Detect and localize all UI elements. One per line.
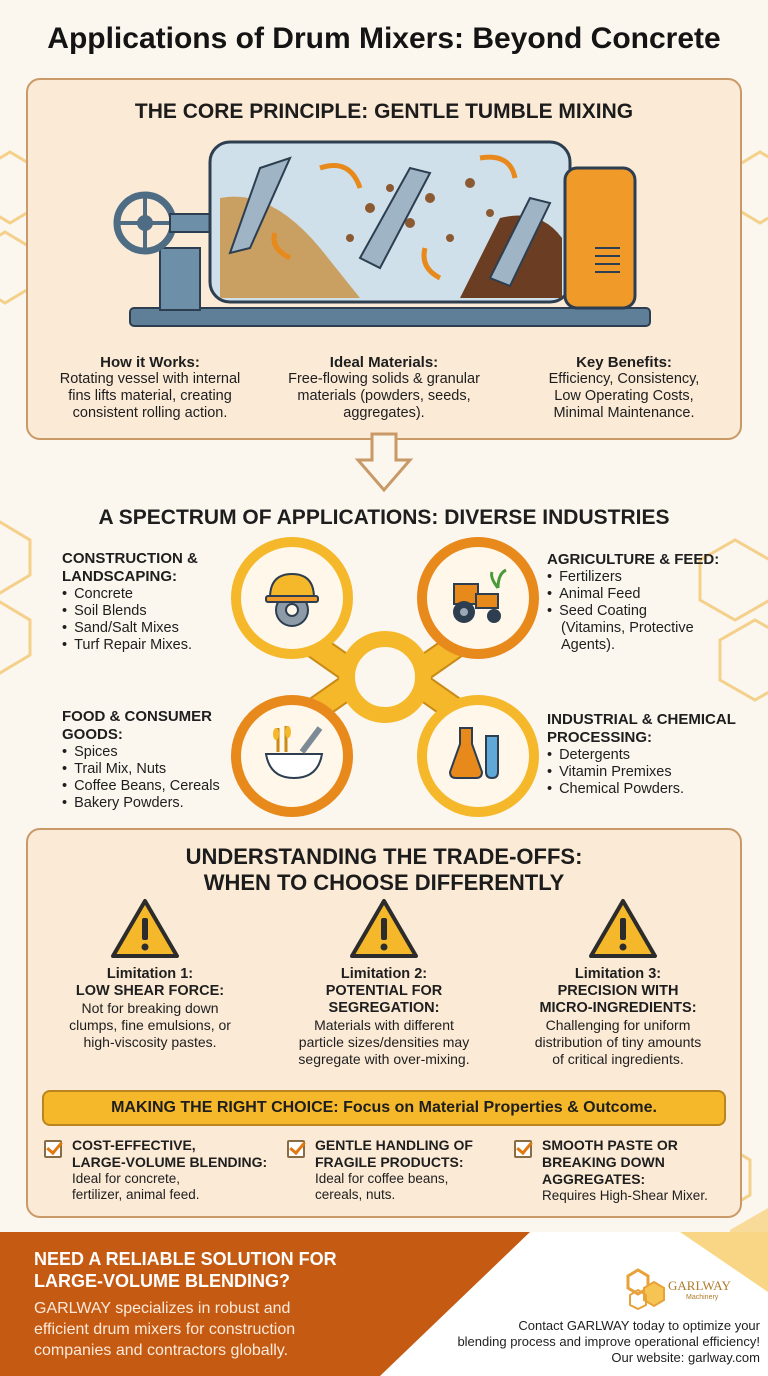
limitation-2-heading-2: SEGREGATION: [328, 1000, 440, 1016]
ideal-materials-text-1: Free-flowing solids & granular [288, 371, 480, 387]
choice-item-3 [542, 1137, 738, 1204]
food-heading-2: GOODS: [62, 726, 123, 743]
construction-heading-2: LANDSCAPING: [62, 568, 177, 585]
agriculture-heading: AGRICULTURE & FEED: [547, 551, 720, 568]
spectrum-title: A SPECTRUM OF APPLICATIONS: DIVERSE INDUSTRIES [98, 506, 670, 529]
page-title: Applications of Drum Mixers: Beyond Concrete [47, 22, 721, 55]
limitation-3-heading-2: MICRO-INGREDIENTS: [539, 1000, 697, 1016]
checkbox-icon [514, 1140, 532, 1158]
core-principle-title: THE CORE PRINCIPLE: GENTLE TUMBLE MIXING [134, 100, 634, 123]
cta-contact-1: Contact GARLWAY today to optimize your [518, 1318, 760, 1333]
how-it-works-text-2: fins lifts material, creating [68, 388, 232, 404]
industrial-heading-1: INDUSTRIAL & CHEMICAL [547, 711, 736, 728]
cta-contact [400, 1318, 760, 1366]
hardhat-gear-icon [262, 568, 322, 628]
choice-1-heading-1: COST-EFFECTIVE, [72, 1137, 196, 1153]
tradeoffs-title-1: UNDERSTANDING THE TRADE-OFFS: [185, 844, 583, 869]
list-item: • Bakery Powders. [62, 795, 242, 812]
ideal-materials-text-3: aggregates). [343, 405, 425, 421]
industrial-heading-2: PROCESSING: [547, 729, 653, 746]
limitation-2-text-2: particle sizes/densities may [298, 1034, 470, 1050]
limitation-2-label: Limitation 2: [340, 966, 428, 982]
key-benefits-text-2: Low Operating Costs, [554, 388, 694, 404]
list-item: • Soil Blends [62, 603, 242, 620]
limitation-1-heading: LOW SHEAR FORCE: [75, 983, 225, 999]
ideal-materials-column [270, 354, 498, 422]
garlway-logo-name: GARLWAY [668, 1278, 731, 1293]
how-it-works-heading: How it Works: [100, 354, 200, 371]
mortar-wheat-icon [262, 722, 326, 784]
limitation-3-text-3: of critical ingredients. [552, 1051, 684, 1067]
list-item: • Fertilizers [547, 569, 757, 586]
limitation-2-text-3: segregate with over-mixing. [298, 1051, 470, 1067]
choice-3-heading-2: BREAKING DOWN [542, 1154, 665, 1170]
limitation-3-heading-1: PRECISION WITH [557, 983, 679, 999]
key-benefits-heading: Key Benefits: [576, 354, 672, 371]
list-item: • Animal Feed [547, 586, 757, 603]
list-item: • Chemical Powders. [547, 781, 762, 798]
warning-icon [588, 898, 658, 960]
making-right-choice-banner: MAKING THE RIGHT CHOICE: Focus on Material Properties & Outcome. [42, 1090, 726, 1126]
limitation-3-label: Limitation 3: [574, 966, 662, 982]
cta-body-1: GARLWAY specializes in robust and [34, 1300, 291, 1317]
checkbox-icon [287, 1140, 305, 1158]
drum-mixer-illustration [110, 128, 670, 350]
limitation-1-text-3: high-viscosity pastes. [83, 1034, 217, 1050]
checkbox-icon [44, 1140, 62, 1158]
choice-2-text-2: cereals, nuts. [315, 1187, 396, 1202]
choice-2-heading-1: GENTLE HANDLING OF [315, 1137, 473, 1153]
list-item: • Seed Coating [547, 603, 757, 620]
choice-3-heading-3: AGGREGATES: [542, 1171, 646, 1187]
limitation-2-text-1: Materials with different [314, 1017, 454, 1033]
food-heading-1: FOOD & CONSUMER [62, 708, 212, 725]
limitation-3 [508, 966, 728, 1068]
construction-category [62, 550, 242, 654]
choice-item-2 [315, 1137, 505, 1203]
list-item: • Trail Mix, Nuts [62, 761, 242, 778]
warning-icon [110, 898, 180, 960]
list-item: • Vitamin Premixes [547, 764, 762, 781]
choice-1-heading-2: LARGE-VOLUME BLENDING: [72, 1154, 268, 1170]
choice-2-text-1: Ideal for coffee beans, [315, 1171, 449, 1186]
list-item: (Vitamins, Protective [561, 620, 694, 636]
limitation-2 [274, 966, 494, 1068]
list-item: Agents). [561, 637, 615, 653]
limitation-2-heading-1: POTENTIAL FOR [325, 983, 443, 999]
limitation-1-label: Limitation 1: [106, 966, 194, 982]
list-item: • Sand/Salt Mixes [62, 620, 242, 637]
how-it-works-text-3: consistent rolling action. [72, 405, 228, 421]
key-benefits-column [516, 354, 732, 422]
cta-website-link[interactable]: Our website: garlway.com [611, 1350, 760, 1365]
choice-item-1 [72, 1137, 282, 1203]
choice-2-heading-2: FRAGILE PRODUCTS: [315, 1154, 464, 1170]
garlway-logo-icon [626, 1268, 666, 1310]
limitation-1 [40, 966, 260, 1051]
how-it-works-text-1: Rotating vessel with internal [59, 371, 241, 387]
construction-heading-1: CONSTRUCTION & [62, 550, 198, 567]
warning-icon [349, 898, 419, 960]
tractor-icon [446, 566, 510, 626]
choice-3-text-1: Requires High-Shear Mixer. [542, 1188, 708, 1203]
cta-body [34, 1298, 394, 1361]
industrial-category [547, 711, 762, 798]
how-it-works-column [40, 354, 260, 422]
choice-1-text-1: Ideal for concrete, [72, 1171, 181, 1186]
limitation-3-text-2: distribution of tiny amounts [534, 1034, 702, 1050]
limitation-1-text-1: Not for breaking down [81, 1000, 219, 1016]
cta-headline [34, 1248, 414, 1292]
food-category [62, 708, 242, 812]
down-arrow-icon [354, 432, 414, 494]
list-item: • Spices [62, 744, 242, 761]
list-item: • Detergents [547, 747, 762, 764]
ideal-materials-text-2: materials (powders, seeds, [297, 388, 471, 404]
cta-body-2: efficient drum mixers for construction [34, 1321, 296, 1338]
garlway-logo-subtitle: Machinery [686, 1294, 719, 1301]
choice-1-text-2: fertilizer, animal feed. [72, 1187, 200, 1202]
list-item: • Concrete [62, 586, 242, 603]
cta-body-3: companies and contractors globally. [34, 1342, 289, 1359]
limitation-1-text-2: clumps, fine emulsions, or [69, 1017, 231, 1033]
list-item: • Turf Repair Mixes. [62, 637, 242, 654]
choice-3-heading-1: SMOOTH PASTE OR [542, 1137, 678, 1153]
agriculture-category [547, 551, 757, 654]
key-benefits-text-1: Efficiency, Consistency, [548, 371, 700, 387]
cta-contact-2: blending process and improve operational efficiency! [457, 1334, 760, 1349]
limitation-3-text-1: Challenging for uniform [545, 1017, 691, 1033]
cta-headline-2: LARGE-VOLUME BLENDING? [34, 1271, 290, 1291]
ideal-materials-heading: Ideal Materials: [329, 354, 439, 371]
key-benefits-text-3: Minimal Maintenance. [553, 405, 695, 421]
cta-headline-1: NEED A RELIABLE SOLUTION FOR [34, 1249, 337, 1269]
list-item: • Coffee Beans, Cereals [62, 778, 242, 795]
tradeoffs-title-2: WHEN TO CHOOSE DIFFERENTLY [203, 870, 565, 895]
flask-icon [446, 722, 510, 784]
